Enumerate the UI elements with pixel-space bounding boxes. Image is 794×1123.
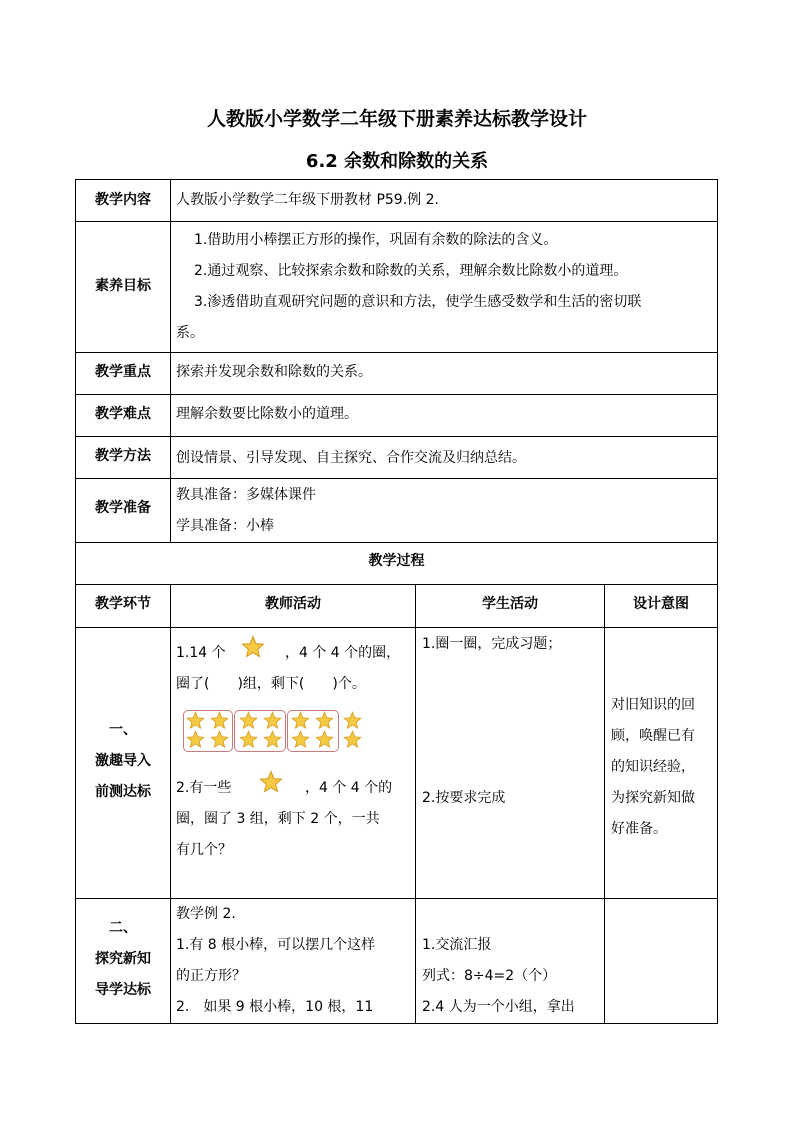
star-icon [186, 711, 205, 730]
teacher-activity: 2. 如果 9 根小棒，10 根，11 [176, 999, 374, 1015]
star-icon [186, 730, 205, 749]
lesson-plan-table [75, 179, 718, 1024]
design-intent: 的知识经验， [611, 759, 695, 775]
stage-title: 导学达标 [95, 982, 151, 998]
goal-item: 系。 [176, 325, 204, 341]
star-icon [291, 711, 310, 730]
design-intent: 对旧知识的回 [611, 697, 695, 713]
goal-item: 1.借助用小棒摆正方形的操作，巩固有余数的除法的含义。 [194, 232, 558, 248]
star-icon [210, 711, 229, 730]
content-text: 人教版小学数学二年级下册教材 P59.例 2. [176, 192, 439, 208]
student-activity: 列式：8÷4=2（个） [422, 968, 557, 984]
stage-number: 一、 [109, 722, 137, 738]
prep-line: 教具准备：多媒体课件 [176, 487, 316, 503]
design-intent: 为探究新知做 [611, 790, 695, 806]
student-activity: 1.交流汇报 [422, 937, 492, 953]
star-icon [263, 730, 282, 749]
teacher-question-1: 圈了( )组，剩下( )个。 [176, 676, 366, 692]
focus-text: 探索并发现余数和除数的关系。 [176, 364, 372, 380]
teacher-question-2: 2.有一些 [176, 780, 232, 796]
design-intent: 顾，唤醒已有 [611, 728, 695, 744]
design-intent: 好准备。 [611, 821, 667, 837]
goal-item: 3.渗透借助直观研究问题的意识和方法，使学生感受数学和生活的密切联 [194, 294, 642, 310]
column-header: 教师活动 [265, 596, 321, 612]
teacher-activity: 1.有 8 根小棒，可以摆几个这样 [176, 937, 376, 953]
stage-title: 激趣导入 [95, 753, 151, 769]
student-activity: 2.按要求完成 [422, 790, 506, 806]
process-heading: 教学过程 [368, 553, 425, 569]
goal-item: 2.通过观察、比较探索余数和除数的关系，理解余数比除数小的道理。 [194, 263, 628, 279]
star-icon [259, 770, 283, 794]
star-icon [343, 730, 362, 749]
teacher-question-2: 圈，圈了 3 组，剩下 2 个，一共 [176, 811, 380, 827]
star-icon [343, 711, 362, 730]
prep-label: 教学准备 [95, 500, 151, 516]
star-icon [210, 730, 229, 749]
star-icon [239, 711, 258, 730]
star-icon [239, 730, 258, 749]
difficulty-label: 教学难点 [95, 406, 151, 422]
content-label: 教学内容 [95, 192, 151, 208]
goals-label: 素养目标 [95, 278, 151, 294]
stage-number: 二、 [109, 920, 137, 936]
student-activity: 2.4 人为一个小组，拿出 [422, 999, 575, 1015]
column-header: 设计意图 [633, 596, 689, 612]
star-icon [315, 711, 334, 730]
teacher-question-1: ，4 个 4 个的圈， [285, 645, 401, 661]
star-icon [315, 730, 334, 749]
teacher-question-1: 1.14 个 [176, 645, 226, 661]
column-header: 学生活动 [482, 596, 538, 612]
teacher-question-2: ，4 个 4 个的 [305, 780, 393, 796]
prep-line: 学具准备：小棒 [176, 518, 274, 534]
star-icon [241, 635, 265, 659]
lesson-subtitle: 6.2 余数和除数的关系 [305, 151, 489, 172]
teacher-activity: 教学例 2. [176, 906, 236, 922]
column-header: 教学环节 [95, 596, 151, 612]
teacher-question-2: 有几个？ [176, 842, 232, 858]
star-icon [263, 711, 282, 730]
focus-label: 教学重点 [95, 364, 151, 380]
teacher-activity: 的正方形？ [176, 968, 246, 984]
student-activity: 1.圈一圈，完成习题； [422, 636, 562, 652]
stage-title: 前测达标 [95, 784, 151, 800]
star-icon [291, 730, 310, 749]
method-label: 教学方法 [95, 448, 151, 464]
stage-title: 探究新知 [95, 951, 151, 967]
document-title: 人教版小学数学二年级下册素养达标教学设计 [206, 108, 587, 130]
method-text: 创设情景、引导发现、自主探究、合作交流及归纳总结。 [176, 450, 526, 466]
difficulty-text: 理解余数要比除数小的道理。 [176, 406, 358, 422]
